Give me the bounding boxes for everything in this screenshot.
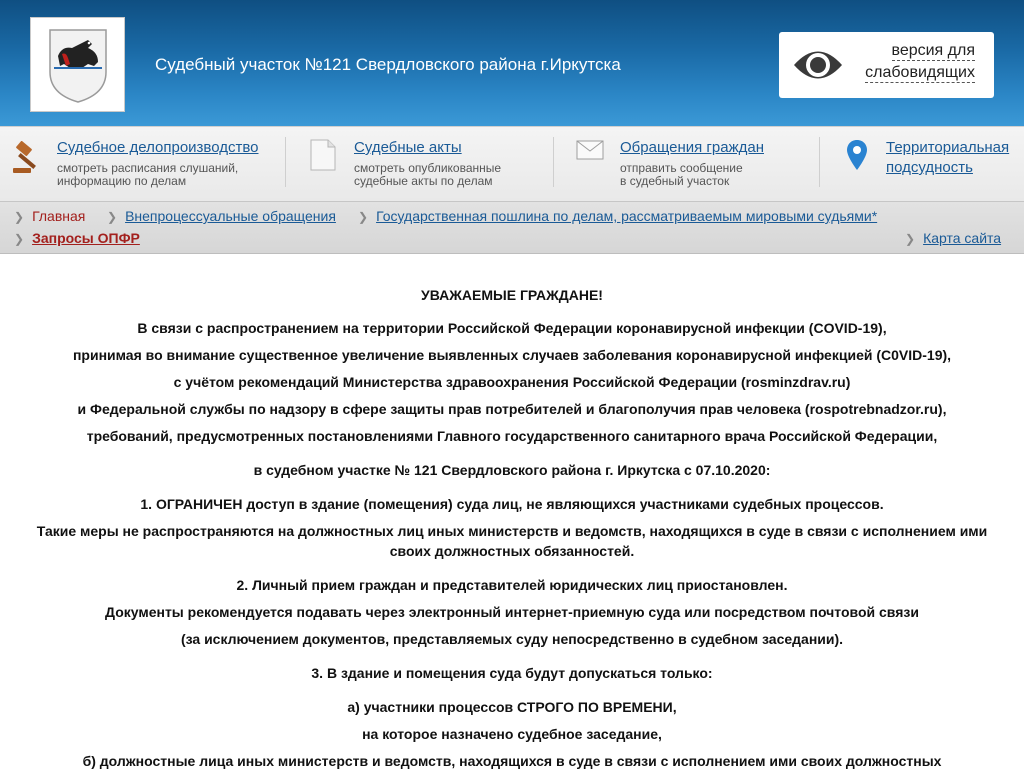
announcement-line: требований, предусмотренных постановлениями Главного государственного санитарного врача Российской Федерации, — [86, 428, 938, 444]
nav-item-jurisdiction[interactable] — [820, 127, 1024, 202]
gavel-icon — [11, 141, 45, 175]
coat-of-arms-icon — [48, 28, 108, 104]
chevron-right-icon: ❯ — [905, 232, 916, 246]
nav-jurisdiction-link[interactable]: Территориальная подсудность — [886, 139, 1010, 176]
announcement-line: б) должностные лица иных министерств и ведомств, находящихся в суде в связи с исполнением ими своих должностных — [82, 753, 942, 769]
chevron-right-icon: ❯ — [358, 210, 369, 224]
breadcrumb-item[interactable] — [14, 230, 140, 246]
nav-item-court-acts[interactable] — [286, 127, 553, 202]
breadcrumb-item[interactable] — [107, 208, 336, 224]
announcement-line: своих должностных обязанностей. — [389, 543, 635, 559]
location-pin-icon — [846, 139, 868, 171]
chevron-right-icon: ❯ — [14, 210, 25, 224]
announcement-line: (за исключением документов, представляемых суду непосредственно в судебном заседании). — [180, 631, 844, 647]
announcement-line: В связи с распространением на территории Российской Федерации коронавирусной инфекции (COVID-19), — [137, 320, 887, 336]
announcement-line: а) участники процессов СТРОГО ПО ВРЕМЕНИ, — [347, 699, 677, 715]
announcement-line: 1. ОГРАНИЧЕН доступ в здание (помещения) суда лиц, не являющихся участниками судебных процессов. — [140, 496, 884, 512]
breadcrumb-home: ❯ Главная — [14, 208, 86, 224]
main-navigation — [0, 126, 1024, 201]
nav-court-records-link[interactable]: Судебное делопроизводство — [57, 139, 259, 156]
announcement-line: и Федеральной службы по надзору в сфере защиты прав потребителей и благополучия прав человека (rospotrebnadzor.ru), — [77, 401, 947, 417]
nav-court-acts-link[interactable]: Судебные акты — [354, 139, 462, 156]
breadcrumb-item[interactable] — [358, 208, 877, 224]
nav-citizen-appeals-description: отправить сообщение в судебный участок — [620, 161, 743, 188]
announcement-line: Такие меры не распространяются на должностных лиц иных министерств и ведомств, находящихся в суде в связи с исполнением ими — [36, 523, 988, 539]
nav-item-court-records[interactable] — [0, 127, 285, 202]
site-header — [0, 0, 1024, 126]
announcement-line: 3. В здание и помещения суда будут допускаться только: — [311, 665, 713, 681]
accessibility-version-button[interactable] — [779, 32, 994, 98]
breadcrumb — [0, 201, 1024, 254]
nav-court-acts-description: смотреть опубликованные судебные акты по делам — [354, 161, 502, 188]
coat-of-arms-logo[interactable] — [30, 17, 125, 112]
announcement-line: Документы рекомендуется подавать через электронный интернет-приемную суда или посредством почтовой связи — [105, 604, 919, 620]
chevron-right-icon: ❯ — [14, 232, 25, 246]
accessibility-version-label: версия для слабовидящих — [865, 42, 975, 81]
announcement-line: принимая во внимание существенное увеличение выявленных случаев заболевания коронавирусной инфекцией (C0VID-19), — [72, 347, 952, 363]
announcement-line: 2. Личный прием граждан и представителей юридических лиц приостановлен. — [236, 577, 788, 593]
breadcrumb-link-state-duty[interactable]: Государственная пошлина по делам, рассматриваемым мировыми судьями* — [376, 208, 878, 224]
nav-item-citizen-appeals[interactable] — [554, 127, 819, 202]
envelope-icon — [576, 140, 604, 160]
eye-icon — [792, 44, 844, 86]
chevron-right-icon: ❯ — [107, 210, 118, 224]
announcement-line: на которое назначено судебное заседание, — [362, 726, 662, 742]
nav-citizen-appeals-link[interactable]: Обращения граждан — [620, 139, 764, 156]
court-title: Судебный участок №121 Свердловского района г.Иркутска — [155, 55, 621, 74]
breadcrumb-link-opfr-requests[interactable]: Запросы ОПФР — [32, 230, 140, 246]
announcement-line: с учётом рекомендаций Министерства здравоохранения Российской Федерации (rosminzdrav.ru) — [173, 374, 851, 390]
nav-court-records-description: смотреть расписания слушаний, информацию по делам — [57, 161, 239, 188]
announcement-line: в судебном участке № 121 Свердловского района г. Иркутска с 07.10.2020: — [253, 462, 771, 478]
breadcrumb-link-non-procedural-appeals[interactable]: Внепроцессуальные обращения — [125, 208, 336, 224]
sitemap-link-wrapper[interactable] — [905, 230, 1001, 246]
document-icon — [310, 139, 336, 171]
announcement-heading: УВАЖАЕМЫЕ ГРАЖДАНЕ! — [421, 287, 603, 303]
sitemap-link[interactable]: Карта сайта — [923, 230, 1002, 246]
